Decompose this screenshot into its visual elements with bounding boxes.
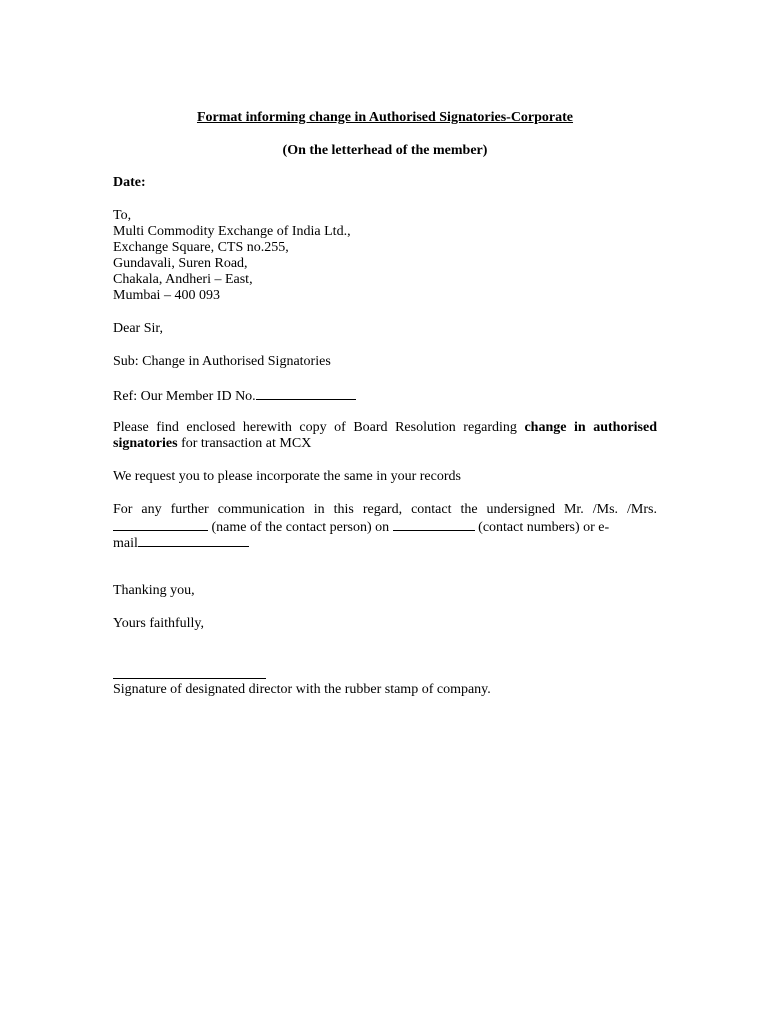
reference-line (113, 387, 356, 405)
para3-text-b: (contact numbers) or e- (474, 520, 610, 535)
document-title: Format informing change in Authorised Signatories-Corporate (196, 110, 574, 125)
reference-label: Ref: Our Member ID No. (113, 389, 256, 404)
date-label: Date: (113, 175, 146, 190)
address-line: To, (113, 208, 132, 223)
member-id-blank (256, 387, 356, 400)
closing-faithfully: Yours faithfully, (113, 616, 205, 631)
address-line: Multi Commodity Exchange of India Ltd., (113, 224, 351, 239)
para1-bold: change in authorised (524, 420, 657, 435)
para1-text: Please find enclosed herewith copy of Board Resolution regarding (113, 420, 525, 435)
para3-line3 (113, 534, 249, 552)
signature-line (113, 678, 266, 679)
address-line: Chakala, Andheri – East, (113, 272, 253, 287)
address-line: Mumbai – 400 093 (113, 288, 220, 303)
para1-bold-2: signatories (113, 436, 178, 451)
para3-mail-label: mail (113, 536, 138, 551)
email-blank (138, 534, 249, 547)
para2: We request you to please incorporate the same in your records (113, 469, 461, 484)
address-line: Gundavali, Suren Road, (113, 256, 248, 271)
contact-number-blank (393, 518, 475, 531)
document-subtitle: (On the letterhead of the member) (282, 143, 488, 158)
para1-line1 (113, 420, 657, 436)
para3-text-a: (name of the contact person) on (208, 520, 393, 535)
salutation: Dear Sir, (113, 321, 163, 336)
address-line: Exchange Square, CTS no.255, (113, 240, 289, 255)
signature-caption: Signature of designated director with the rubber stamp of company. (113, 682, 491, 697)
closing-thanks: Thanking you, (113, 583, 195, 598)
para1-text-2: for transaction at MCX (177, 436, 312, 451)
subject-line: Sub: Change in Authorised Signatories (113, 354, 331, 369)
para3-line1: For any further communication in this regard, contact the undersigned Mr. /Ms. /Mrs. (113, 502, 657, 517)
para1-line2 (113, 436, 311, 452)
contact-name-blank (113, 518, 208, 531)
